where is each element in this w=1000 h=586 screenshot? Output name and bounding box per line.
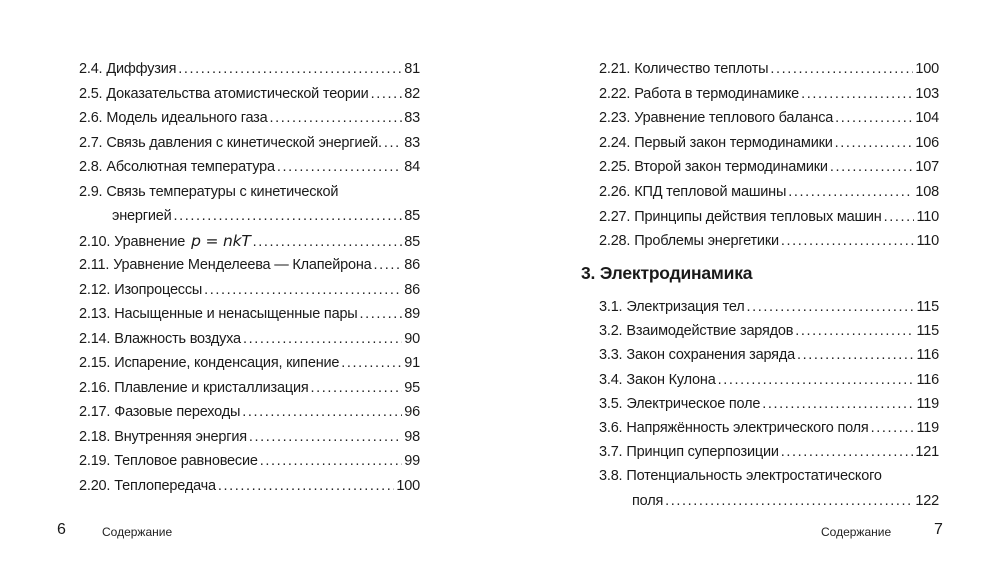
entry-page: 96 [404,404,420,420]
entry-page: 84 [404,159,420,175]
entry-title: Принцип суперпозиции [626,444,779,461]
toc-entry [79,400,420,424]
entry-page: 95 [404,379,420,396]
entry-number: 2.15. [79,355,111,371]
entry-page: 81 [404,61,420,77]
leader-dots [371,82,403,106]
toc-entry [599,131,939,155]
toc-entry [599,57,939,81]
entry-page: 85 [404,208,420,224]
toc-entry [79,425,420,449]
toc-entry [599,319,939,343]
toc-entry [599,205,939,229]
leader-dots [835,131,914,155]
entry-page: 106 [915,134,939,151]
toc-entry [79,57,420,81]
leader-dots [788,180,913,204]
leader-dots [795,319,914,343]
entry-title: Первый закон термодинамики [634,134,833,151]
entry-title: Внутренняя энергия [114,428,247,445]
entry-title: Модель идеального газа [106,110,268,126]
entry-title: Уравнение [114,233,186,250]
entry-number: 2.11. [79,257,110,273]
toc-entry [79,302,420,326]
entry-page: 110 [916,233,939,250]
formula-text: p = nkT [191,231,251,250]
entry-title: Напряжённость электрического поля [626,420,869,436]
entry-page: 86 [404,281,420,298]
leader-dots [665,489,913,513]
entry-page: 108 [915,184,939,200]
entry-number: 2.10. [79,233,111,250]
entry-number: 2.17. [79,404,111,420]
entry-title: Проблемы энергетики [634,233,779,250]
leader-dots [830,155,914,179]
leader-dots [770,57,913,81]
entry-page: 91 [404,355,420,371]
toc-entry [599,368,939,392]
entry-number: 3.8. [599,468,623,485]
toc-entry [599,392,939,416]
toc-entry [599,82,939,106]
leader-dots [781,229,915,253]
entry-number: 2.27. [599,208,631,225]
leader-dots [884,205,915,229]
leader-dots [360,302,403,326]
entry-page: 119 [916,420,939,436]
entry-number: 3.7. [599,444,623,461]
entry-title: Доказательства атомистической теории [106,85,369,102]
toc-entry [79,449,420,473]
leader-dots [341,351,402,375]
toc-entry [599,343,939,367]
entry-page: 85 [404,233,420,250]
toc-entry [599,229,939,253]
leader-dots [384,131,402,155]
entry-page: 83 [404,134,420,151]
leader-dots [747,295,915,319]
entry-number: 2.21. [599,61,631,77]
leader-dots [797,343,915,367]
entry-number: 3.4. [599,371,623,388]
entry-title: Связь давления с кинетической энергией. [106,134,382,151]
leader-dots [781,440,914,464]
entry-title: Фазовые переходы [114,404,241,420]
entry-number: 2.7. [79,134,103,151]
entry-page: 82 [404,85,420,102]
entry-number: 2.13. [79,306,111,322]
entry-title: Взаимодействие зарядов [626,323,794,340]
toc-entry [79,106,420,130]
toc-entry [599,464,939,488]
toc-entry-continuation [79,204,420,228]
entry-page: 100 [915,61,939,77]
toc-entry [599,295,939,319]
leader-dots [204,278,402,302]
toc-entry [599,106,939,130]
page-number-right: 7 [934,521,943,538]
toc-entry [79,351,420,375]
toc-entry [599,180,939,204]
toc-entry [79,180,420,204]
leader-dots [835,106,913,130]
entry-page: 86 [404,257,420,273]
leader-dots [253,230,403,254]
entry-number: 2.26. [599,184,631,200]
leader-dots [762,392,914,416]
entry-page: 107 [915,159,939,176]
entry-title: Связь температуры с кинетической [106,183,339,200]
entry-page: 104 [915,110,939,127]
entry-number: 2.18. [79,428,111,445]
entry-title: Абсолютная температура [106,159,275,175]
leader-dots [260,449,403,473]
entry-number: 3.3. [599,347,623,364]
entry-number: 2.24. [599,134,631,151]
leader-dots [374,253,403,277]
entry-number: 2.28. [599,233,631,250]
toc-entry [79,155,420,179]
page-number-left: 6 [57,521,66,538]
entry-title-continuation: поля [632,492,664,509]
entry-number: 2.16. [79,379,111,396]
toc-entry-continuation [599,489,939,513]
entry-number: 3.1. [599,299,623,315]
entry-number: 2.23. [599,110,631,127]
toc-entry [79,229,420,253]
entry-page: 83 [404,110,420,126]
entry-number: 2.22. [599,85,631,102]
entry-title: Диффузия [106,61,177,77]
entry-number: 2.14. [79,330,111,347]
entry-page: 89 [404,306,420,322]
toc-entry [79,278,420,302]
leader-dots [270,106,403,130]
entry-page: 121 [915,444,939,461]
entry-page: 99 [404,453,420,469]
entry-page: 98 [404,428,420,445]
entry-title: КПД тепловой машины [634,184,787,200]
entry-title: Насыщенные и ненасыщенные пары [114,306,358,322]
toc-entry [79,327,420,351]
entry-page: 116 [916,371,939,388]
entry-number: 2.19. [79,453,111,469]
entry-number: 2.8. [79,159,103,175]
entry-page: 115 [916,323,939,340]
toc-entry [599,155,939,179]
entry-number: 2.20. [79,477,111,494]
leader-dots [718,368,915,392]
toc-entry [79,253,420,277]
leader-dots [174,204,403,228]
leader-dots [242,400,402,424]
leader-dots [801,82,913,106]
entry-title: Изопроцессы [114,281,203,298]
toc-entry [79,474,420,498]
chapter-heading: 3. Электродинамика [581,263,753,283]
entry-number: 2.9. [79,183,103,200]
entry-number: 2.4. [79,61,103,77]
entry-page: 110 [916,208,939,225]
entry-title: Потенциальность электростатического [626,468,882,485]
entry-number: 2.5. [79,85,103,102]
entry-title: Тепловое равновесие [114,453,258,469]
entry-page: 100 [396,477,420,494]
entry-number: 2.25. [599,159,631,176]
entry-title: Электрическое поле [626,395,761,412]
entry-title: Закон сохранения заряда [626,347,795,364]
entry-formula [191,229,251,253]
entry-title: Теплопередача [114,477,216,494]
leader-dots [243,327,402,351]
entry-title: Плавление и кристаллизация [114,379,309,396]
leader-dots [178,57,402,81]
entry-number: 2.6. [79,110,103,126]
toc-entry [79,82,420,106]
entry-title: Уравнение теплового баланса [634,110,834,127]
toc-entry [79,376,420,400]
toc-entry [599,416,939,440]
leader-dots [871,416,915,440]
entry-page: 103 [915,85,939,102]
entry-title: Работа в термодинамике [634,85,800,102]
leader-dots [249,425,402,449]
entry-number: 3.5. [599,395,623,412]
entry-title: Второй закон термодинамики [634,159,828,176]
entry-number: 3.6. [599,420,623,436]
leader-dots [311,376,403,400]
running-footer-left: Содержание [102,525,173,539]
entry-title: Влажность воздуха [114,330,241,347]
right-page [500,0,1000,586]
leader-dots [277,155,402,179]
entry-page: 116 [916,347,939,364]
entry-title: Закон Кулона [626,371,716,388]
entry-title-continuation: энергией [112,208,172,224]
entry-page: 122 [915,492,939,509]
entry-title: Количество теплоты [634,61,769,77]
toc-entry [79,131,420,155]
entry-page: 115 [916,299,939,315]
leader-dots [218,474,395,498]
toc-entry [599,440,939,464]
entry-page: 90 [404,330,420,347]
entry-page: 119 [916,395,939,412]
entry-number: 3.2. [599,323,623,340]
entry-title: Испарение, конденсация, кипение [114,355,340,371]
entry-title: Электризация тел [626,299,745,315]
entry-title: Уравнение Менделеева — Клапейрона [113,257,372,273]
running-footer-right: Содержание [821,525,892,539]
entry-title: Принципы действия тепловых машин [634,208,882,225]
entry-number: 2.12. [79,281,111,298]
